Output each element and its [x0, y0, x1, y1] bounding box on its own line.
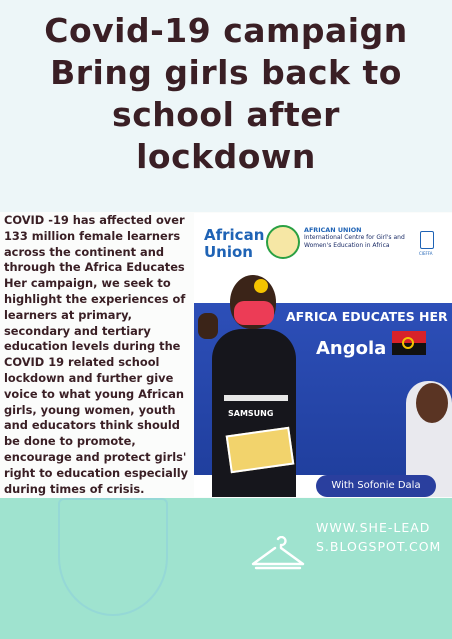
headline-line-2: Bring girls back to [50, 53, 402, 92]
africa-globe-icon [266, 225, 300, 259]
raised-hand [198, 313, 218, 339]
headline-line-1: Covid-19 campaign [44, 11, 408, 50]
face-mask [234, 301, 274, 325]
headline-line-3: school after [112, 95, 340, 134]
flag-emblem-icon [402, 337, 414, 349]
shirt-stripe [224, 395, 288, 401]
centre-heading: AFRICAN UNION [304, 226, 362, 234]
body-paragraph: COVID -19 has affected over 133 million female learners across the continent and through the Africa Educates Her campaign, we seek to highlight the experiences of learners at primary, secondary and tertiary education levels during the COVID 19 related school lockdown and further give voice to what young African girls, young women, youth and educators think should be done to promote, encourage and protect girls' right to education especially during times of crisis. [4, 213, 189, 496]
presenter-head [416, 383, 448, 423]
shirt-brand: SAMSUNG [228, 409, 274, 418]
presenter-label: With Sofonie Dala [316, 475, 436, 497]
centre-label [304, 227, 434, 249]
decorative-shape [58, 498, 168, 616]
hair-flower-icon [254, 279, 268, 293]
headline-line-4: lockdown [136, 137, 316, 176]
country-name: Angola [316, 338, 387, 359]
cieffa-label: CIEFFA [419, 251, 433, 256]
african-union-wordmark: African Union [204, 226, 265, 261]
campaign-image [194, 213, 452, 497]
website-url[interactable]: WWW.SHE-LEADS.BLOGSPOT.COM [316, 520, 442, 554]
hanger-icon [250, 536, 306, 570]
cieffa-logo-icon [420, 231, 434, 249]
banner-title: AFRICA EDUCATES HER [286, 309, 448, 324]
centre-name: International Centre for Girl's and Women's Education in Africa [304, 234, 405, 249]
headline [0, 10, 452, 178]
